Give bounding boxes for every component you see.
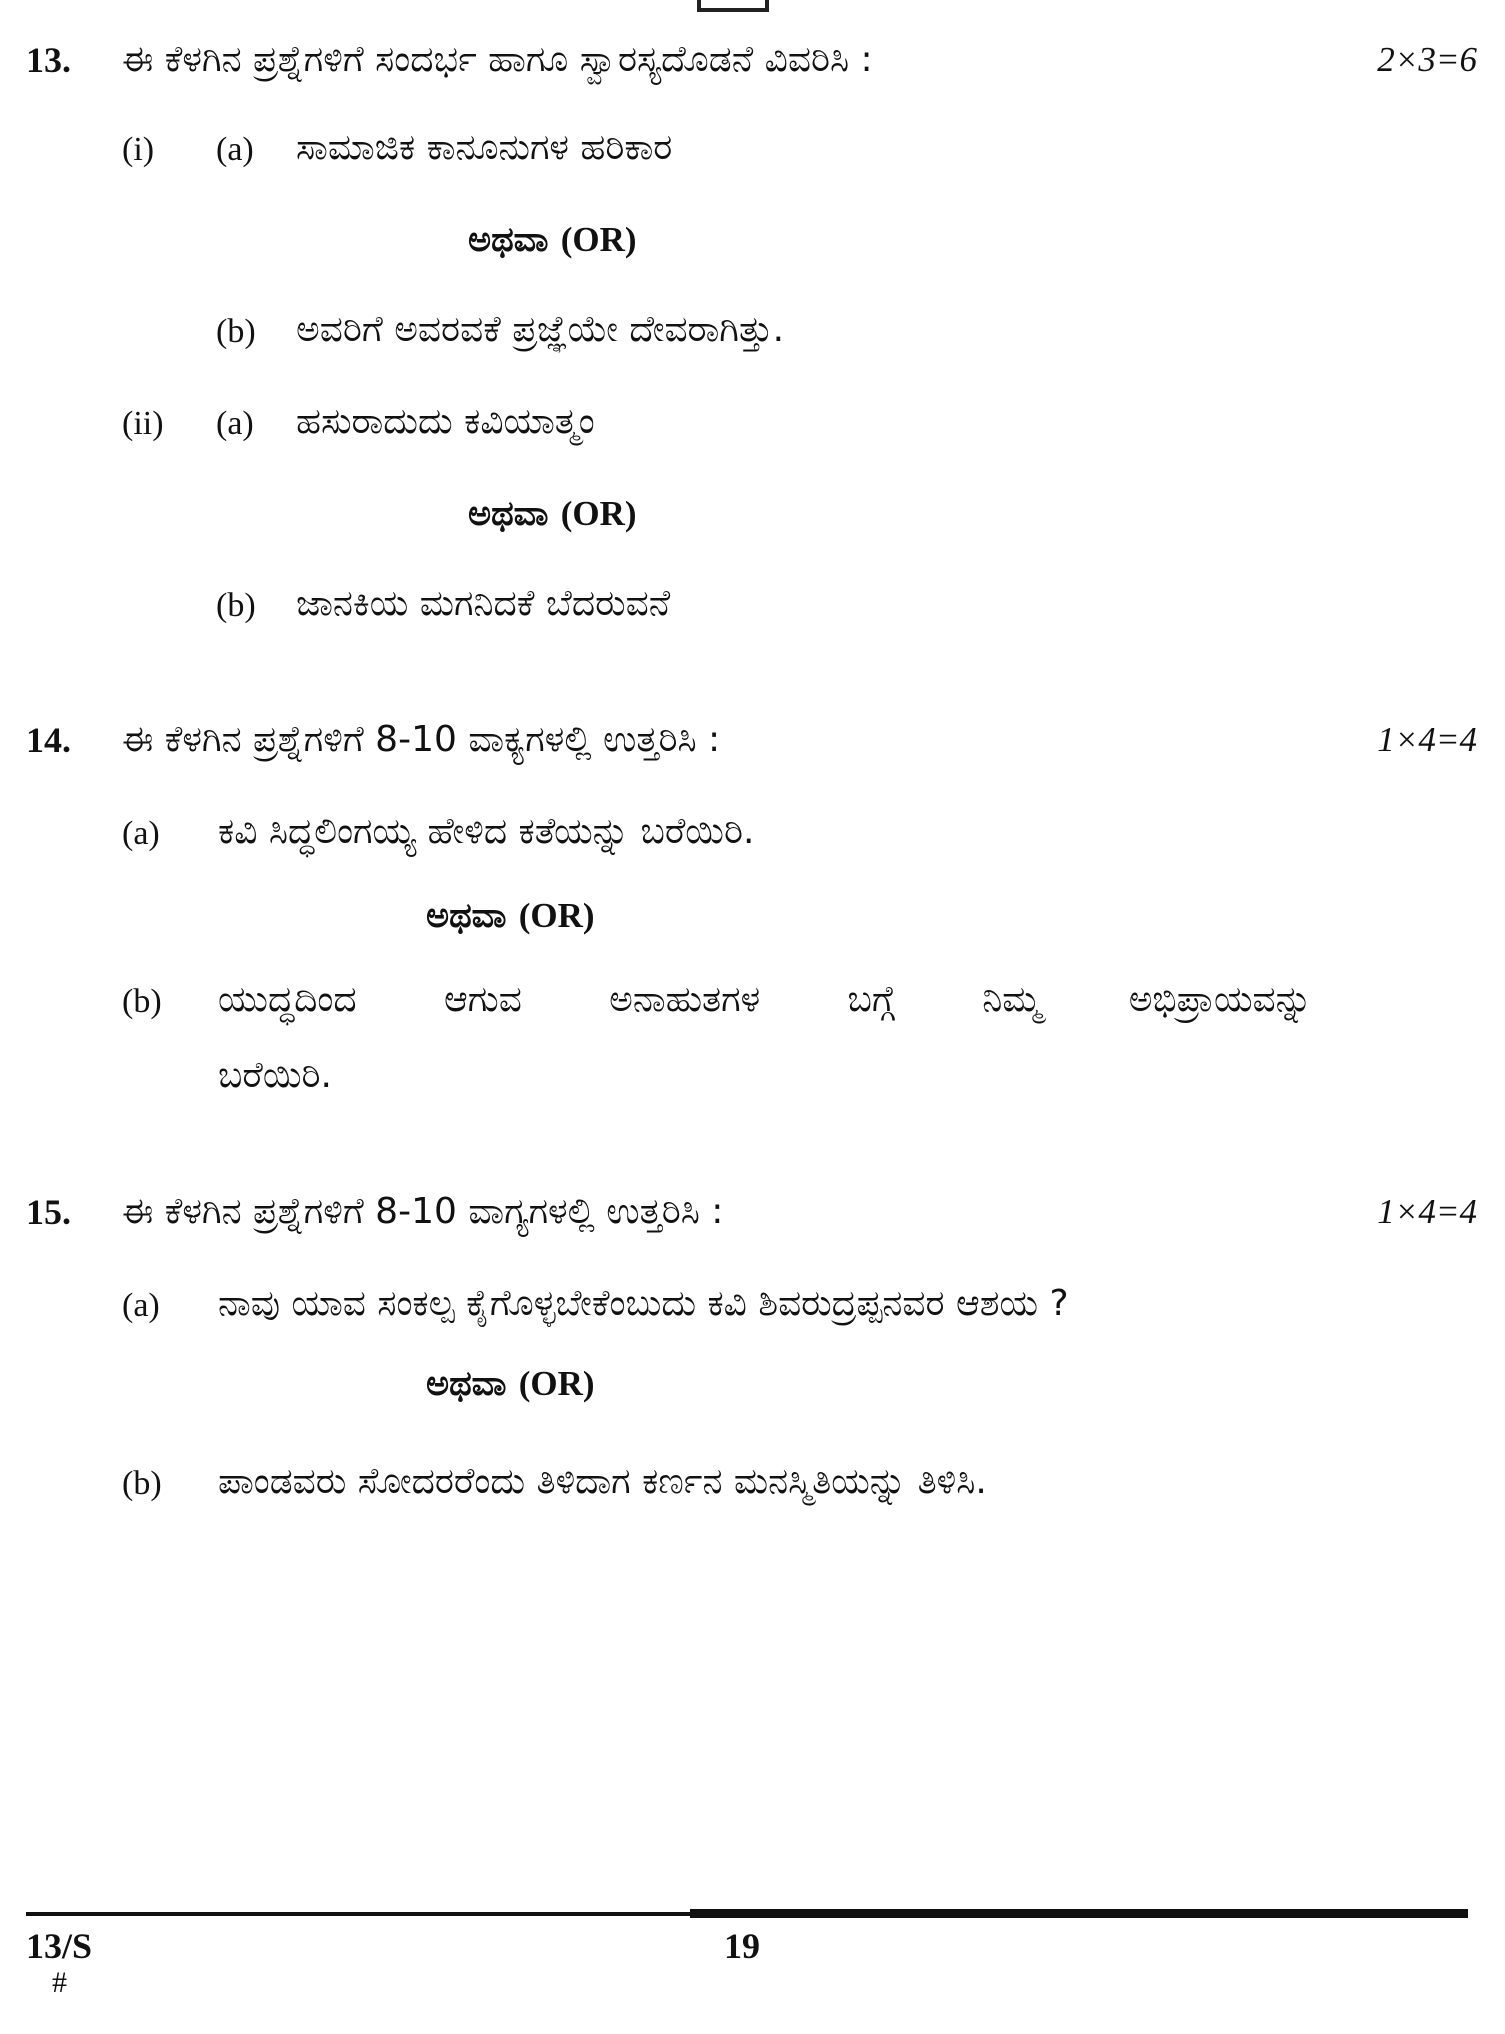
q14-a-text: ಕವಿ ಸಿದ್ಧಲಿಂಗಯ್ಯ ಹೇಳಿದ ಕತೆಯನ್ನು ಬರೆಯಿರಿ. [218,811,755,852]
footer-rule-thick [690,1909,1468,1918]
or-kannada: ಅಥವಾ [468,494,549,534]
q14-b-text-line1: ಯುದ್ಧದಿಂದ ಆಗುವ ಅನಾಹುತಗಳ ಬಗ್ಗೆ ನಿಮ್ಮ ಅಭಿಪ್ರಾಯವನ್ನು [218,979,1312,1020]
q15-a-text: ನಾವು ಯಾವ ಸಂಕಲ್ಪ ಕೈಗೊಳ್ಳಬೇಕೆಂಬುದು ಕವಿ ಶಿವರುದ್ರಪ್ಪನವರ ಆಶಯ ? [218,1283,1069,1324]
q13-i-b-label: (b) [216,313,256,350]
q13-ii-b-label: (b) [216,587,256,624]
page-number: 19 [724,1926,760,1966]
q15-b-text: ಪಾಂಡವರು ಸೋದರರೆಂದು ತಿಳಿದಾಗ ಕರ್ಣನ ಮನಸ್ಮಿತಿಯನ್ನು ತಿಳಿಸಿ. [218,1461,987,1502]
q13-ii-a-text: ಹಸುರಾದುದು ಕವಿಯಾತ್ಮಂ [296,401,595,442]
or-english: (OR) [518,896,595,935]
q13-i-b-text: ಅವರಿಗೆ ಅವರವಕೆ ಪ್ರಜ್ಞೆಯೇ ದೇವರಾಗಿತ್ತು. [296,309,785,350]
q13-sub-i-label: (i) [122,131,155,168]
q13-sub-ii-label: (ii) [122,405,164,442]
q15-or-divider [426,1362,595,1406]
q14-a-label: (a) [122,815,160,852]
question-15-text: ಈ ಕೆಳಗಿನ ಪ್ರಶ್ನೆಗಳಿಗೆ 8-10 ವಾಗ್ಯಗಳಲ್ಲಿ ಉತ್ತರಿಸಿ : [122,1191,724,1232]
question-15-number: 15. [26,1192,71,1232]
question-13-number: 13. [26,40,71,80]
question-14-text: ಈ ಕೆಳಗಿನ ಪ್ರಶ್ನೆಗಳಿಗೆ 8-10 ವಾಕ್ಯಗಳಲ್ಲಿ ಉತ್ತರಿಸಿ : [122,719,721,760]
hash-mark: # [52,1966,67,1999]
question-15-marks: 1×4=4 [1377,1192,1477,1231]
or-english: (OR) [518,1364,595,1403]
or-kannada: ಅಥವಾ [426,1364,507,1404]
q13-i-a-label: (a) [216,131,254,168]
q15-a-label: (a) [122,1287,160,1324]
or-english: (OR) [560,220,637,259]
q13-i-or-divider [468,218,637,262]
q14-or-divider [426,894,595,938]
top-edge-mark [697,0,769,12]
or-kannada: ಅಥವಾ [468,220,549,260]
question-13-marks: 2×3=6 [1377,40,1477,79]
q13-i-a-text: ಸಾಮಾಜಿಕ ಕಾನೂನುಗಳ ಹರಿಕಾರ [296,127,673,168]
q13-ii-b-text: ಜಾನಕಿಯ ಮಗನಿದಕೆ ಬೆದರುವನೆ [296,583,671,624]
question-13-text: ಈ ಕೆಳಗಿನ ಪ್ರಶ್ನೆಗಳಿಗೆ ಸಂದರ್ಭ ಹಾಗೂ ಸ್ವಾರಸ್ಯದೊಡನೆ ವಿವರಿಸಿ : [122,39,873,80]
q14-b-label: (b) [122,983,162,1020]
question-14-marks: 1×4=4 [1377,720,1477,759]
paper-code: 13/S [26,1926,93,1966]
q14-b-text-line2: ಬರೆಯಿರಿ. [218,1055,332,1096]
or-kannada: ಅಥವಾ [426,896,507,936]
or-english: (OR) [560,494,637,533]
q15-b-label: (b) [122,1465,162,1502]
question-14-number: 14. [26,720,71,760]
q13-ii-or-divider [468,492,637,536]
q13-ii-a-label: (a) [216,405,254,442]
